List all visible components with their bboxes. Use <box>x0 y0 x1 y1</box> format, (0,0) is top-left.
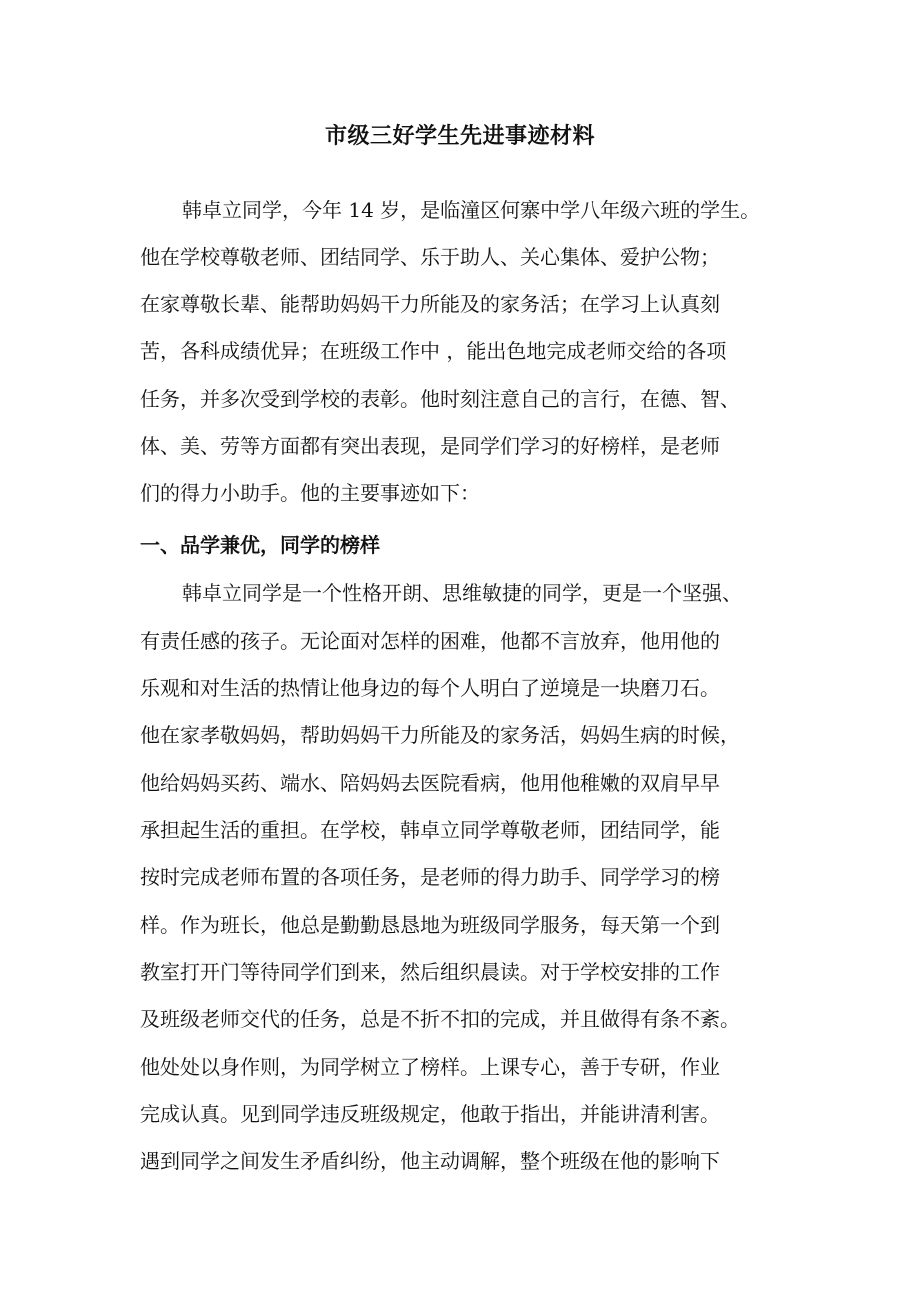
paragraph-line: 按时完成老师布置的各项任务，是老师的得力助手、同学学习的榜 <box>140 865 720 889</box>
paragraph-line: 们的得力小助手。他的主要事迹如下： <box>140 481 480 505</box>
document-title: 市级三好学生先进事迹材料 <box>324 123 595 149</box>
paragraph-line: 乐观和对生活的热情让他身边的每个人明白了逆境是一块磨刀石。 <box>140 676 720 700</box>
paragraph-line: 遇到同学之间发生矛盾纠纷，他主动调解，整个班级在他的影响下 <box>140 1149 720 1173</box>
paragraph-line: 承担起生活的重担。在学校，韩卓立同学尊敬老师，团结同学，能 <box>140 818 720 842</box>
paragraph-line: 苦，各科成绩优异；在班级工作中 ，能出色地完成老师交给的各项 <box>140 339 727 363</box>
paragraph-line: 韩卓立同学，今年 14 岁，是临潼区何寨中学八年级六班的学生。 <box>182 198 761 222</box>
paragraph-line: 教室打开门等待同学们到来，然后组织晨读。对于学校安排的工作 <box>140 960 720 984</box>
paragraph-line: 完成认真。见到同学违反班级规定，他敢于指出，并能讲清利害。 <box>140 1102 720 1126</box>
paragraph-line: 及班级老师交代的任务，总是不折不扣的完成，并且做得有条不紊。 <box>140 1007 740 1031</box>
paragraph-line: 样。作为班长，他总是勤勤恳恳地为班级同学服务，每天第一个到 <box>140 913 720 937</box>
paragraph-line: 有责任感的孩子。无论面对怎样的困难，他都不言放弃，他用他的 <box>140 629 720 653</box>
paragraph-line: 在家尊敬长辈、能帮助妈妈干力所能及的家务活；在学习上认真刻 <box>140 292 720 316</box>
paragraph-line: 韩卓立同学是一个性格开朗、思维敏捷的同学，更是一个坚强、 <box>182 581 742 605</box>
section-heading: 一、品学兼优，同学的榜样 <box>140 533 380 557</box>
paragraph-line: 他在学校尊敬老师、团结同学、乐于助人、关心集体、爱护公物； <box>140 245 720 269</box>
paragraph-line: 他给妈妈买药、端水、陪妈妈去医院看病，他用他稚嫩的双肩早早 <box>140 771 720 795</box>
paragraph-line: 任务，并多次受到学校的表彰。他时刻注意自己的言行，在德、智、 <box>140 387 740 411</box>
paragraph-line: 他在家孝敬妈妈，帮助妈妈干力所能及的家务活，妈妈生病的时候， <box>140 723 740 747</box>
paragraph-line: 他处处以身作则，为同学树立了榜样。上课专心，善于专研，作业 <box>140 1055 720 1079</box>
paragraph-line: 体、美、劳等方面都有突出表现，是同学们学习的好榜样，是老师 <box>140 434 720 458</box>
